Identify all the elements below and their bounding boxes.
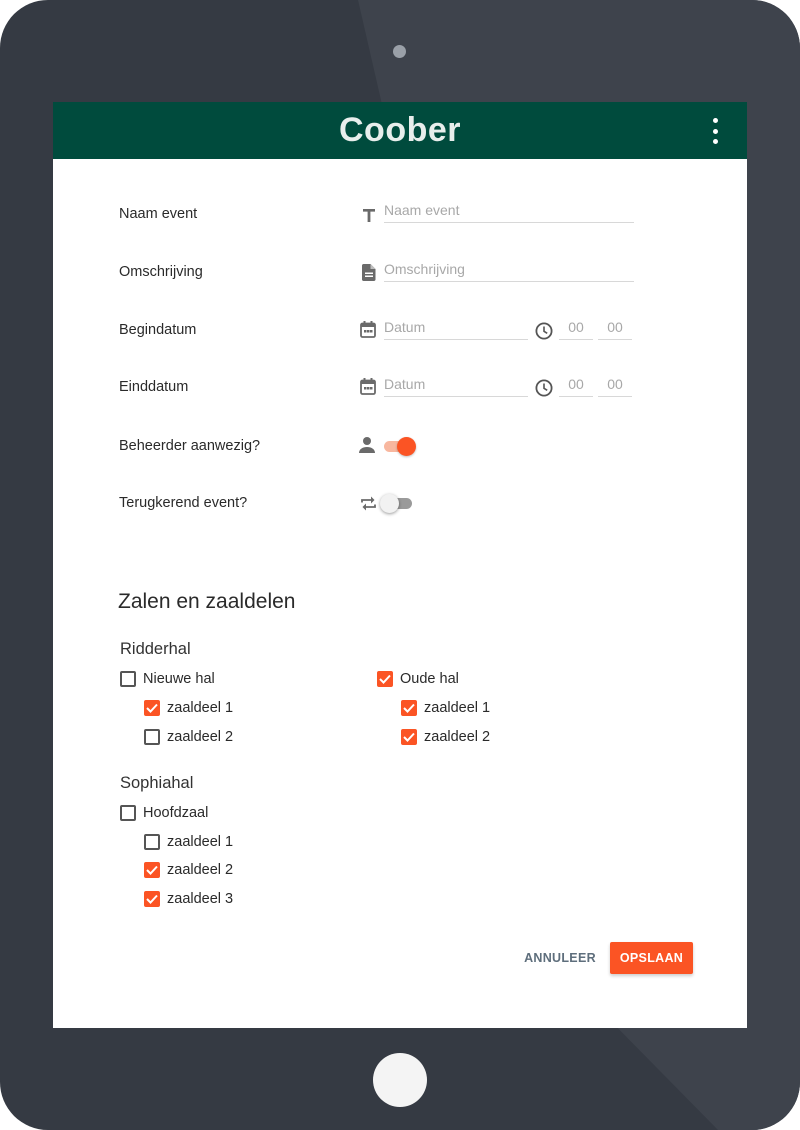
part-checkbox-hoofdzaal-3[interactable] — [144, 889, 233, 909]
calendar-icon — [360, 321, 376, 338]
end-date-label: Einddatum — [119, 379, 189, 395]
end-minute-input[interactable] — [598, 375, 632, 397]
app-screen — [53, 102, 747, 1028]
checkbox-unchecked-icon[interactable] — [120, 671, 136, 687]
venue-title-ridderhal: Ridderhal — [120, 640, 191, 658]
recurring-event-label: Terugkerend event? — [119, 495, 248, 511]
part-checkbox-nieuwe-hal-2[interactable] — [144, 727, 233, 747]
start-minute-input[interactable] — [598, 318, 632, 340]
cancel-button[interactable]: ANNULEER — [523, 942, 597, 974]
repeat-icon — [360, 495, 377, 512]
end-date-input[interactable] — [384, 375, 528, 397]
checkbox-label: zaaldeel 2 — [424, 729, 491, 745]
description-input[interactable] — [384, 260, 634, 282]
part-checkbox-oude-hal-2[interactable] — [401, 727, 490, 747]
checkbox-label: zaaldeel 2 — [167, 862, 234, 878]
clock-icon — [535, 322, 553, 340]
start-hour-input[interactable] — [559, 318, 593, 340]
venue-title-sophiahal: Sophiahal — [120, 774, 194, 792]
camera — [393, 45, 406, 58]
checkbox-checked-icon[interactable] — [401, 729, 417, 745]
checkbox-checked-icon[interactable] — [144, 862, 160, 878]
clock-icon — [535, 379, 553, 397]
checkbox-checked-icon[interactable] — [377, 671, 393, 687]
checkbox-label: zaaldeel 1 — [167, 834, 234, 850]
checkbox-checked-icon[interactable] — [144, 700, 160, 716]
end-hour-input[interactable] — [559, 375, 593, 397]
manager-present-label: Beheerder aanwezig? — [119, 438, 261, 454]
event-name-label: Naam event — [119, 206, 198, 222]
checkbox-label: zaaldeel 3 — [167, 891, 234, 907]
rooms-section-title: Zalen en zaaldelen — [118, 590, 296, 613]
start-date-input[interactable] — [384, 318, 528, 340]
checkbox-unchecked-icon[interactable] — [144, 729, 160, 745]
person-icon — [358, 436, 376, 454]
text-format-icon — [361, 207, 377, 223]
room-checkbox-oude-hal[interactable] — [377, 669, 459, 689]
save-button[interactable]: OPSLAAN — [610, 942, 693, 974]
checkbox-checked-icon[interactable] — [144, 891, 160, 907]
home-button[interactable] — [373, 1053, 427, 1107]
description-label: Omschrijving — [119, 264, 203, 280]
part-checkbox-oude-hal-1[interactable] — [401, 698, 490, 718]
start-date-label: Begindatum — [119, 322, 197, 338]
calendar-icon — [360, 378, 376, 395]
recurring-event-toggle[interactable] — [380, 493, 414, 513]
app-bar — [53, 102, 747, 159]
app-title: Coober — [339, 111, 461, 149]
checkbox-label: zaaldeel 1 — [424, 700, 491, 716]
checkbox-unchecked-icon[interactable] — [144, 834, 160, 850]
checkbox-label: Oude hal — [400, 671, 459, 687]
checkbox-label: Nieuwe hal — [143, 671, 215, 687]
checkbox-label: Hoofdzaal — [143, 805, 209, 821]
checkbox-checked-icon[interactable] — [401, 700, 417, 716]
more-vertical-icon[interactable] — [705, 118, 725, 144]
manager-present-toggle[interactable] — [382, 436, 416, 456]
checkbox-label: zaaldeel 1 — [167, 700, 234, 716]
checkbox-label: zaaldeel 2 — [167, 729, 234, 745]
event-name-input[interactable] — [384, 201, 634, 223]
room-checkbox-hoofdzaal[interactable] — [120, 803, 208, 823]
checkbox-unchecked-icon[interactable] — [120, 805, 136, 821]
document-icon — [362, 264, 376, 281]
part-checkbox-hoofdzaal-1[interactable] — [144, 832, 233, 852]
part-checkbox-nieuwe-hal-1[interactable] — [144, 698, 233, 718]
part-checkbox-hoofdzaal-2[interactable] — [144, 860, 233, 880]
room-checkbox-nieuwe-hal[interactable] — [120, 669, 215, 689]
